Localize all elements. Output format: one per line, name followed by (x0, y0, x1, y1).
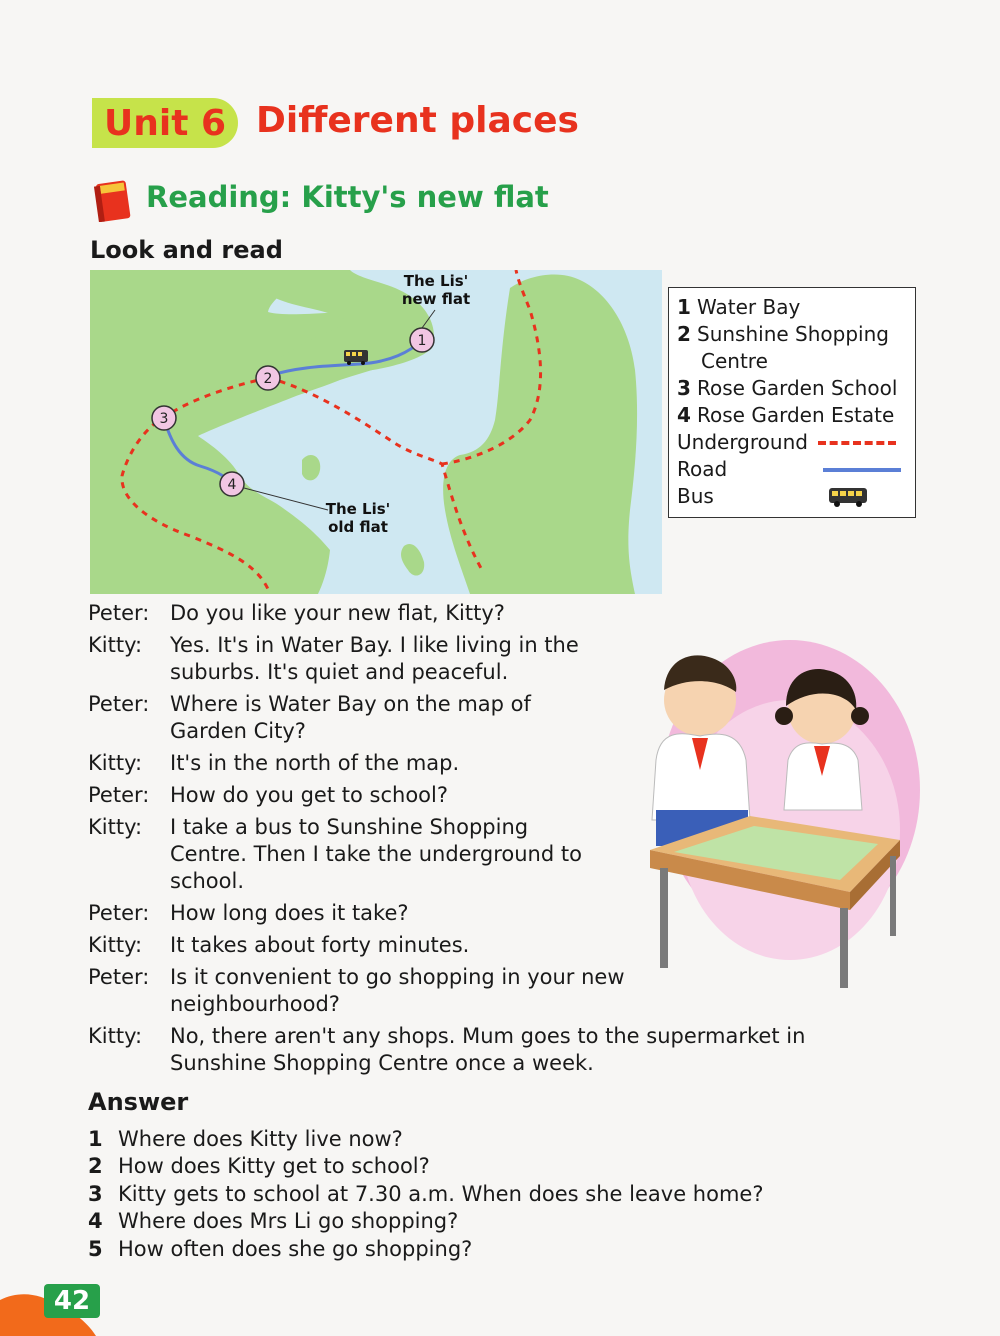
dialogue-line (88, 814, 908, 895)
dialogue-line (88, 691, 908, 745)
legend-bus-label: Bus (677, 484, 714, 508)
legend-underground (677, 429, 907, 456)
new-flat-label-line1: The Lis' (403, 272, 469, 290)
speaker: Kitty: (88, 751, 143, 775)
legend-place: Rose Garden School (697, 376, 898, 400)
legend-underground-label: Underground (677, 430, 808, 454)
dialogue-line (88, 1023, 908, 1077)
old-flat-label-line1: The Lis' (325, 500, 391, 518)
speaker: Peter: (88, 601, 150, 625)
dialogue-line (88, 964, 908, 1018)
line-text: How do you get to school? (170, 783, 448, 807)
speaker: Peter: (88, 783, 150, 807)
question-item (88, 1236, 763, 1263)
line-text: It's in the north of the map. (170, 751, 460, 775)
legend-place-cont: Centre (701, 349, 768, 373)
dialogue-line (88, 632, 908, 686)
legend-item (677, 294, 907, 321)
legend-place: Sunshine Shopping (697, 322, 889, 346)
dialogue (88, 600, 908, 1082)
dialogue-line (88, 900, 908, 927)
question-number: 1 (88, 1127, 103, 1151)
question-item (88, 1153, 763, 1180)
question-text: Where does Mrs Li go shopping? (118, 1209, 459, 1234)
map-marker-2 (256, 366, 280, 390)
speaker: Kitty: (88, 1024, 143, 1048)
speaker: Peter: (88, 692, 150, 716)
question-number: 3 (88, 1181, 103, 1206)
legend-number: 1 (677, 295, 691, 319)
svg-text:2: 2 (263, 371, 273, 387)
line-text: It takes about forty minutes. (170, 933, 470, 957)
legend-number: 2 (677, 322, 691, 346)
question-item (88, 1181, 763, 1208)
look-and-read-heading: Look and read (90, 236, 283, 264)
question-number: 2 (88, 1154, 103, 1179)
svg-text:3: 3 (159, 411, 169, 427)
dialogue-line (88, 750, 908, 777)
question-text: How does Kitty get to school? (118, 1154, 430, 1179)
speaker: Kitty: (88, 933, 143, 957)
dialogue-line (88, 782, 908, 809)
map-marker-4 (220, 472, 244, 496)
answer-heading: Answer (88, 1088, 189, 1116)
map-marker-1 (410, 328, 434, 352)
question-text: Kitty gets to school at 7.30 a.m. When does she leave home? (118, 1181, 764, 1206)
dialogue-line (88, 600, 908, 627)
old-flat-label-line2: old flat (328, 518, 388, 536)
legend-number: 4 (677, 403, 691, 427)
dialogue-line (88, 932, 908, 959)
line-text: No, there aren't any shops. Mum goes to the supermarket in Sunshine Shopping Centre once a week. (170, 1024, 806, 1075)
page-number: 42 (44, 1284, 100, 1318)
line-text: How long does it take? (170, 901, 409, 925)
question-text: How often does she go shopping? (118, 1236, 473, 1261)
question-item (88, 1126, 763, 1153)
unit-title: Different places (256, 100, 579, 141)
section-title: Reading: Kitty's new flat (146, 180, 549, 214)
question-number: 5 (88, 1236, 103, 1261)
legend-item (677, 375, 907, 402)
unit-label: Unit 6 (104, 102, 226, 144)
legend-item-continuation (677, 348, 907, 375)
line-text: Do you like your new flat, Kitty? (170, 601, 505, 625)
city-map (90, 270, 662, 594)
book-icon (94, 176, 134, 222)
map-marker-3 (152, 406, 176, 430)
speaker: Kitty: (88, 815, 143, 839)
svg-text:4: 4 (227, 477, 237, 493)
legend-place: Rose Garden Estate (697, 403, 895, 427)
underground-line-swatch (818, 441, 896, 445)
line-text: Is it convenient to go shopping in your new neighbourhood? (170, 965, 625, 1016)
map-legend (668, 287, 916, 518)
question-number: 4 (88, 1209, 103, 1234)
question-text: Where does Kitty live now? (118, 1127, 403, 1151)
legend-item (677, 402, 907, 429)
legend-place: Water Bay (697, 295, 801, 319)
question-list (88, 1126, 763, 1263)
speaker: Peter: (88, 965, 150, 989)
new-flat-label-line2: new flat (401, 290, 471, 308)
bus-icon (828, 486, 868, 508)
road-line-swatch (823, 468, 901, 472)
speaker: Kitty: (88, 633, 143, 657)
line-text: I take a bus to Sunshine Shopping Centre. Then I take the underground to school. (170, 815, 582, 893)
legend-road (677, 456, 907, 483)
line-text: Yes. It's in Water Bay. I like living in the suburbs. It's quiet and peaceful. (170, 633, 579, 684)
line-text: Where is Water Bay on the map of Garden City? (170, 692, 531, 743)
legend-item (677, 321, 907, 348)
speaker: Peter: (88, 901, 150, 925)
question-item (88, 1208, 763, 1235)
legend-road-label: Road (677, 457, 728, 481)
svg-text:1: 1 (417, 333, 427, 349)
unit-badge (92, 98, 238, 148)
legend-bus (677, 483, 907, 510)
legend-number: 3 (677, 376, 691, 400)
